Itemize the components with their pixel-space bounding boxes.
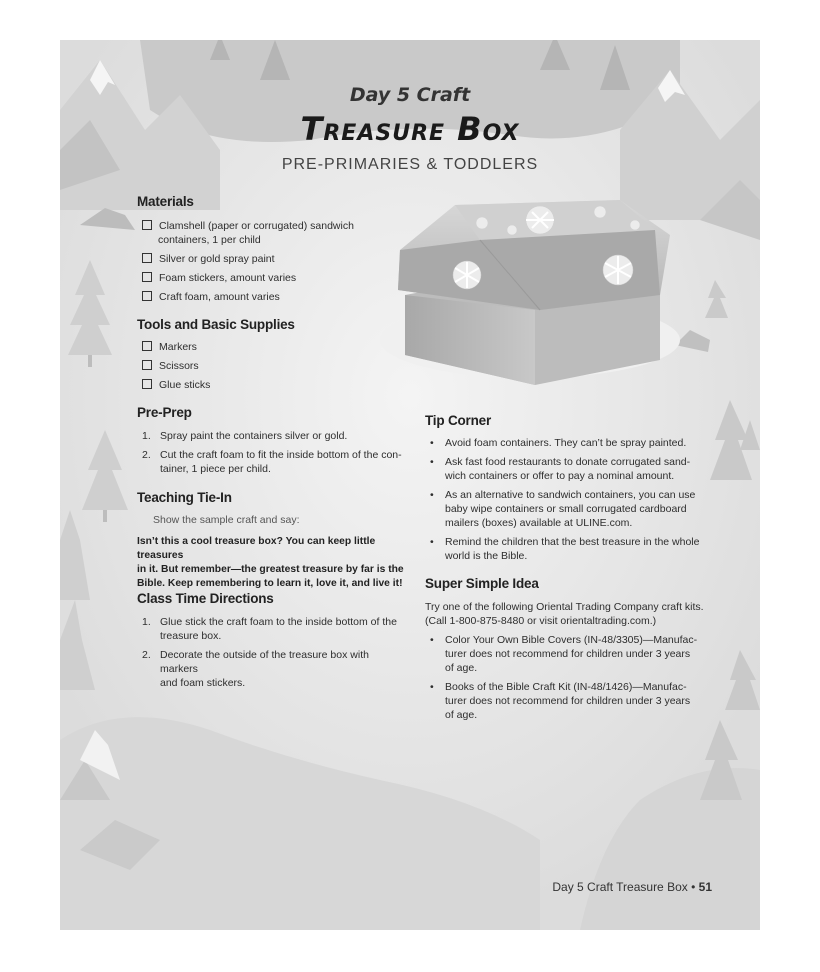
tools-heading: Tools and Basic Supplies xyxy=(137,317,295,332)
list-item: • As an alternative to sandwich containers, you can use baby wipe containers or small corrugated cardboard mailers (boxes) available at ULINE.com. xyxy=(430,489,696,529)
list-item: Glue sticks xyxy=(142,378,342,392)
teaching-heading: Teaching Tie-In xyxy=(137,490,232,505)
checkbox-icon xyxy=(142,272,152,282)
page-subtitle: PRE-PRIMARIES & TODDLERS xyxy=(281,156,539,173)
tools-list xyxy=(142,340,342,392)
list-item: Markers xyxy=(142,340,342,354)
materials-list xyxy=(142,219,392,304)
list-item: • Color Your Own Bible Covers (IN-48/3305)—Manufac- turer does not recommend for children under 3 years of age. xyxy=(430,634,698,674)
materials-heading: Materials xyxy=(137,194,194,209)
checkbox-icon xyxy=(142,379,152,389)
list-item: 2. Decorate the outside of the treasure box with markers and foam stickers. xyxy=(142,649,369,689)
checkbox-icon xyxy=(142,360,152,370)
list-item: Scissors xyxy=(142,359,342,373)
checkbox-icon xyxy=(142,220,152,230)
list-item: • Remind the children that the best treasure in the whole world is the Bible. xyxy=(430,536,700,562)
list-item-continued: containers, 1 per child xyxy=(158,234,261,246)
page xyxy=(60,40,760,930)
super-simple-intro: Try one of the following Oriental Trading Company craft kits. (Call 1-800-875-8480 or visit orientaltrading.com.) xyxy=(425,601,704,627)
list-item: • Ask fast food restaurants to donate corrugated sand- wich containers or offer to pay a nominal amount. xyxy=(430,456,691,482)
list-item: Clamshell (paper or corrugated) sandwich xyxy=(142,219,392,233)
list-item: Foam stickers, amount varies xyxy=(142,271,392,285)
list-item: 1. Glue stick the craft foam to the inside bottom of the treasure box. xyxy=(142,616,397,642)
list-item: 2. Cut the craft foam to fit the inside bottom of the con- tainer, 1 piece per child. xyxy=(142,449,402,475)
list-item: 1. Spray paint the containers silver or gold. xyxy=(142,430,348,442)
tip-corner-heading: Tip Corner xyxy=(425,413,492,428)
list-item: • Avoid foam containers. They can’t be spray painted. xyxy=(430,437,687,449)
page-content xyxy=(60,40,760,930)
class-time-steps xyxy=(142,615,407,690)
checkbox-icon xyxy=(142,291,152,301)
list-item: Craft foam, amount varies xyxy=(142,290,392,304)
day-label: Day 5 Craft xyxy=(349,84,471,106)
list-item: Silver or gold spray paint xyxy=(142,252,392,266)
tip-corner-list xyxy=(430,436,705,563)
page-title: Treasure Box xyxy=(300,110,520,148)
page-footer xyxy=(552,880,712,894)
checkbox-icon xyxy=(142,341,152,351)
teaching-script: Isn’t this a cool treasure box? You can keep little treasures in it. But remember—the greatest treasure by far is the Bible. Keep remembering to learn it, love it, and live it! xyxy=(137,536,404,589)
page-number: 51 xyxy=(698,880,712,894)
super-simple-list xyxy=(430,633,705,722)
checkbox-icon xyxy=(142,253,152,263)
preprep-heading: Pre-Prep xyxy=(137,405,192,420)
list-item: • Books of the Bible Craft Kit (IN-48/1426)—Manufac- turer does not recommend for children under 3 years of age. xyxy=(430,681,691,721)
footer-label: Day 5 Craft Treasure Box xyxy=(552,880,688,894)
super-simple-heading: Super Simple Idea xyxy=(425,576,539,591)
preprep-steps xyxy=(142,429,402,476)
footer-separator: • xyxy=(691,880,696,894)
class-time-heading: Class Time Directions xyxy=(137,591,274,606)
teaching-intro: Show the sample craft and say: xyxy=(153,514,300,526)
